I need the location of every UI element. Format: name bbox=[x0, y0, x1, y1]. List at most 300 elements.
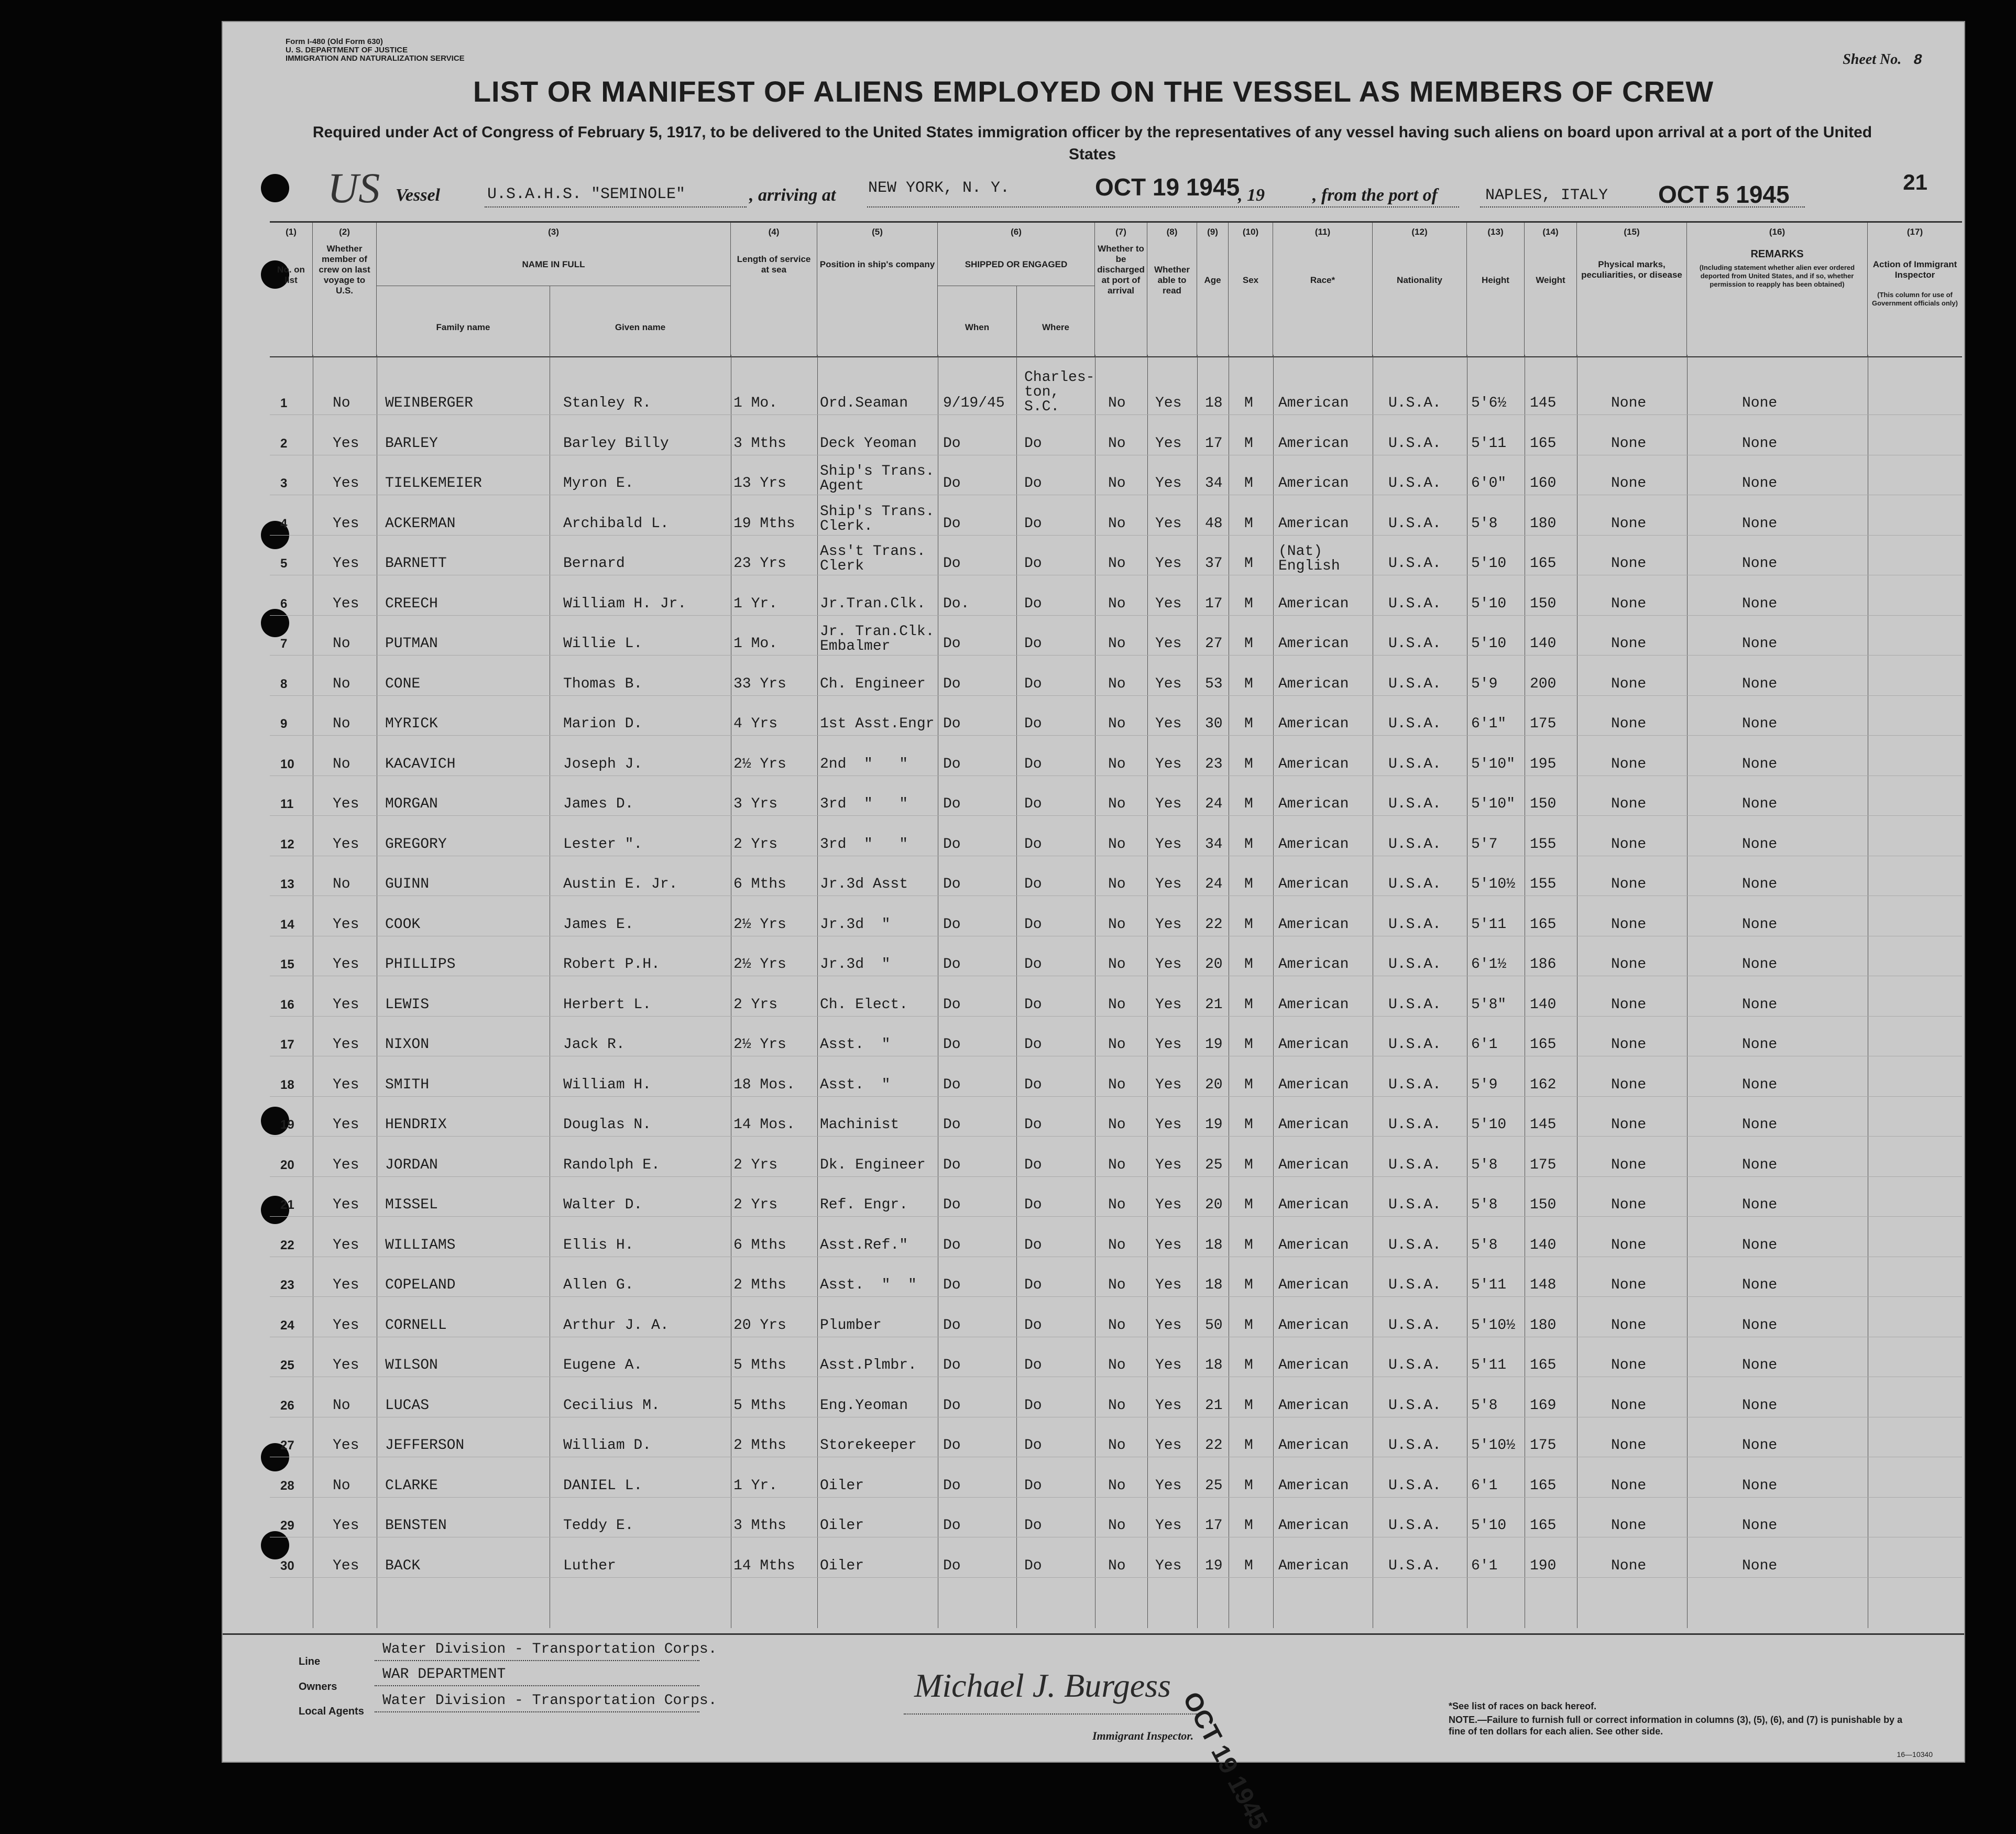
cell-nationality: U.S.A. bbox=[1388, 916, 1441, 933]
cell-race: American bbox=[1278, 836, 1349, 853]
cell-race: American bbox=[1278, 595, 1349, 612]
owners-label: Owners bbox=[299, 1681, 337, 1693]
cell-service-length: 6 Mths bbox=[733, 1237, 786, 1253]
cell-service-length: 1 Yr. bbox=[733, 1477, 778, 1494]
table-row bbox=[270, 1353, 1962, 1395]
col-head-service: (4) Length of service at sea bbox=[731, 223, 817, 356]
cell-given-name: William D. bbox=[563, 1437, 652, 1454]
cell-discharged: No bbox=[1108, 475, 1126, 492]
cell-family-name: HENDRIX bbox=[385, 1117, 447, 1133]
cell-discharged: No bbox=[1108, 515, 1126, 532]
cell-shipped-where: Do bbox=[1024, 1277, 1042, 1293]
cell-nationality: U.S.A. bbox=[1388, 515, 1441, 532]
cell-sex: M bbox=[1244, 475, 1253, 492]
cell-family-name: NIXON bbox=[385, 1036, 430, 1053]
col-head-age: (9) Age bbox=[1197, 223, 1229, 356]
cell-row-number: 12 bbox=[280, 837, 294, 852]
cell-shipped-where: Do bbox=[1024, 1237, 1042, 1253]
cell-service-length: 2 Mths bbox=[733, 1277, 786, 1293]
cell-given-name: Eugene A. bbox=[563, 1357, 643, 1373]
cell-shipped-when: Do bbox=[943, 515, 961, 532]
cell-shipped-when: Do bbox=[943, 1237, 961, 1253]
cell-sex: M bbox=[1244, 956, 1253, 973]
cell-row-number: 11 bbox=[280, 797, 294, 811]
cell-race: American bbox=[1278, 1317, 1349, 1334]
cell-row-number: 15 bbox=[280, 957, 294, 971]
cell-last-voyage: Yes bbox=[333, 595, 359, 612]
cell-race: American bbox=[1278, 1277, 1349, 1293]
cell-able-to-read: Yes bbox=[1155, 916, 1182, 933]
cell-race: American bbox=[1278, 515, 1349, 532]
cell-race: American bbox=[1278, 1117, 1349, 1133]
cell-family-name: BACK bbox=[385, 1557, 421, 1574]
cell-sex: M bbox=[1244, 1518, 1253, 1534]
cell-shipped-where: Charles- ton, S.C. bbox=[1024, 369, 1095, 415]
cell-race: American bbox=[1278, 756, 1349, 772]
cell-last-voyage: Yes bbox=[333, 1317, 359, 1334]
cell-row-number: 6 bbox=[280, 596, 288, 611]
cell-height: 5'11 bbox=[1471, 1357, 1507, 1373]
cell-service-length: 6 Mths bbox=[733, 876, 786, 892]
cell-physical-marks: None bbox=[1611, 796, 1647, 812]
cell-sex: M bbox=[1244, 595, 1253, 612]
manifest-footer bbox=[223, 1633, 1964, 1834]
cell-given-name: Myron E. bbox=[563, 475, 634, 492]
cell-shipped-when: Do bbox=[943, 1518, 961, 1534]
cell-position: Oiler bbox=[820, 1557, 864, 1574]
cell-remarks: None bbox=[1742, 675, 1778, 692]
cell-physical-marks: None bbox=[1611, 595, 1647, 612]
cell-sex: M bbox=[1244, 555, 1253, 572]
cell-sex: M bbox=[1244, 1357, 1253, 1373]
cell-row-number: 8 bbox=[280, 676, 288, 691]
cell-physical-marks: None bbox=[1611, 916, 1647, 933]
cell-given-name: Austin E. Jr. bbox=[563, 876, 678, 892]
cell-discharged: No bbox=[1108, 1397, 1126, 1414]
cell-family-name: WILSON bbox=[385, 1357, 438, 1373]
cell-weight: 165 bbox=[1530, 1036, 1557, 1053]
cell-family-name: MORGAN bbox=[385, 796, 438, 812]
cell-given-name: Cecilius M. bbox=[563, 1397, 660, 1414]
cell-height: 5'8 bbox=[1471, 1397, 1498, 1414]
cell-shipped-where: Do bbox=[1024, 1518, 1042, 1534]
table-row bbox=[270, 1314, 1962, 1356]
cell-shipped-where: Do bbox=[1024, 1197, 1042, 1213]
cell-given-name: Lester ". bbox=[563, 836, 643, 853]
cell-position: Jr.3d Asst bbox=[820, 876, 908, 892]
cell-family-name: BARLEY bbox=[385, 435, 438, 452]
cell-race: American bbox=[1278, 1397, 1349, 1414]
cell-last-voyage: Yes bbox=[333, 555, 359, 572]
cell-able-to-read: Yes bbox=[1155, 1237, 1182, 1253]
cell-height: 5'10½ bbox=[1471, 1437, 1516, 1454]
cell-position: Storekeeper bbox=[820, 1437, 917, 1454]
cell-row-number: 27 bbox=[280, 1438, 294, 1453]
cell-race: American bbox=[1278, 1557, 1349, 1574]
cell-given-name: Barley Billy bbox=[563, 435, 669, 452]
cell-physical-marks: None bbox=[1611, 1557, 1647, 1574]
col-head-name: (3) NAME IN FULL Family name Given name bbox=[377, 223, 731, 356]
row-rule bbox=[270, 1497, 1962, 1498]
cell-remarks: None bbox=[1742, 1518, 1778, 1534]
row-rule bbox=[270, 1136, 1962, 1137]
cell-shipped-where: Do bbox=[1024, 555, 1042, 572]
cell-shipped-when: Do bbox=[943, 756, 961, 772]
cell-weight: 145 bbox=[1530, 1117, 1557, 1133]
cell-row-number: 17 bbox=[280, 1038, 294, 1052]
cell-discharged: No bbox=[1108, 876, 1126, 892]
cell-given-name: Randolph E. bbox=[563, 1156, 660, 1173]
cell-service-length: 2 Yrs bbox=[733, 996, 778, 1013]
cell-height: 5'6½ bbox=[1471, 395, 1507, 411]
cell-row-number: 25 bbox=[280, 1358, 294, 1372]
cell-shipped-where: Do bbox=[1024, 675, 1042, 692]
crew-table bbox=[270, 355, 1962, 1628]
cell-weight: 148 bbox=[1530, 1277, 1557, 1293]
cell-physical-marks: None bbox=[1611, 1397, 1647, 1414]
cell-remarks: None bbox=[1742, 796, 1778, 812]
cell-discharged: No bbox=[1108, 435, 1126, 452]
col-head-remarks: (16) REMARKS (Including statement whether alien ever ordered deported from United States, and if so, whether permission to reapply has been obtained) bbox=[1687, 223, 1868, 356]
cell-nationality: U.S.A. bbox=[1388, 1277, 1441, 1293]
col-head-discharged: (7) Whether to be discharged at port of arrival bbox=[1095, 223, 1147, 356]
cell-height: 6'1 bbox=[1471, 1036, 1498, 1053]
cell-able-to-read: Yes bbox=[1155, 1477, 1182, 1494]
col-head-race: (11) Race* bbox=[1273, 223, 1373, 356]
cell-physical-marks: None bbox=[1611, 1437, 1647, 1454]
cell-last-voyage: Yes bbox=[333, 916, 359, 933]
cell-position: Oiler bbox=[820, 1477, 864, 1494]
cell-service-length: 14 Mths bbox=[733, 1557, 795, 1574]
cell-age: 19 bbox=[1205, 1117, 1223, 1133]
cell-sex: M bbox=[1244, 716, 1253, 732]
cell-shipped-where: Do bbox=[1024, 996, 1042, 1013]
cell-given-name: Ellis H. bbox=[563, 1237, 634, 1253]
cell-last-voyage: Yes bbox=[333, 1076, 359, 1093]
cell-given-name: Luther bbox=[563, 1557, 616, 1574]
cell-sex: M bbox=[1244, 836, 1253, 853]
page-number: 21 bbox=[1903, 170, 1927, 194]
table-row bbox=[270, 872, 1962, 914]
cell-weight: 140 bbox=[1530, 636, 1557, 652]
cell-last-voyage: Yes bbox=[333, 1518, 359, 1534]
cell-nationality: U.S.A. bbox=[1388, 836, 1441, 853]
cell-physical-marks: None bbox=[1611, 1357, 1647, 1373]
cell-sex: M bbox=[1244, 435, 1253, 452]
cell-family-name: CORNELL bbox=[385, 1317, 447, 1334]
handwritten-mark: US bbox=[327, 164, 380, 212]
cell-last-voyage: No bbox=[333, 1477, 350, 1494]
cell-family-name: LEWIS bbox=[385, 996, 430, 1013]
cell-height: 5'10½ bbox=[1471, 876, 1516, 892]
cell-position: Asst.Ref." bbox=[820, 1237, 908, 1253]
cell-height: 6'1½ bbox=[1471, 956, 1507, 973]
cell-nationality: U.S.A. bbox=[1388, 956, 1441, 973]
cell-sex: M bbox=[1244, 1557, 1253, 1574]
row-rule bbox=[270, 695, 1962, 696]
cell-shipped-where: Do bbox=[1024, 1437, 1042, 1454]
cell-discharged: No bbox=[1108, 1076, 1126, 1093]
cell-race: American bbox=[1278, 956, 1349, 973]
cell-physical-marks: None bbox=[1611, 1237, 1647, 1253]
cell-given-name: William H. Jr. bbox=[563, 595, 687, 612]
cell-shipped-when: Do bbox=[943, 1277, 961, 1293]
cell-last-voyage: Yes bbox=[333, 1277, 359, 1293]
cell-last-voyage: Yes bbox=[333, 435, 359, 452]
footer-notes bbox=[1449, 1700, 1920, 1737]
cell-physical-marks: None bbox=[1611, 1197, 1647, 1213]
row-rule bbox=[270, 1176, 1962, 1177]
cell-position: Ch. Engineer bbox=[820, 675, 926, 692]
cell-last-voyage: No bbox=[333, 675, 350, 692]
cell-age: 17 bbox=[1205, 435, 1223, 452]
cell-nationality: U.S.A. bbox=[1388, 1437, 1441, 1454]
inspector-label: Immigrant Inspector. bbox=[1092, 1729, 1194, 1742]
cell-row-number: 3 bbox=[280, 476, 288, 490]
cell-physical-marks: None bbox=[1611, 435, 1647, 452]
cell-nationality: U.S.A. bbox=[1388, 876, 1441, 892]
cell-physical-marks: None bbox=[1611, 756, 1647, 772]
cell-height: 5'8 bbox=[1471, 1237, 1498, 1253]
cell-shipped-when: 9/19/45 bbox=[943, 395, 1005, 411]
cell-last-voyage: No bbox=[333, 876, 350, 892]
cell-service-length: 2½ Yrs bbox=[733, 916, 786, 933]
cell-shipped-when: Do bbox=[943, 1557, 961, 1574]
cell-shipped-where: Do bbox=[1024, 796, 1042, 812]
cell-nationality: U.S.A. bbox=[1388, 1357, 1441, 1373]
cell-given-name: Douglas N. bbox=[563, 1117, 652, 1133]
cell-physical-marks: None bbox=[1611, 1156, 1647, 1173]
cell-position: Ref. Engr. bbox=[820, 1197, 908, 1213]
cell-shipped-when: Do bbox=[943, 475, 961, 492]
table-row bbox=[270, 624, 1962, 674]
cell-race: American bbox=[1278, 435, 1349, 452]
cell-given-name: Walter D. bbox=[563, 1197, 643, 1213]
cell-nationality: U.S.A. bbox=[1388, 716, 1441, 732]
cell-age: 53 bbox=[1205, 675, 1223, 692]
cell-weight: 195 bbox=[1530, 756, 1557, 772]
cell-given-name: Allen G. bbox=[563, 1277, 634, 1293]
cell-remarks: None bbox=[1742, 1117, 1778, 1133]
cell-physical-marks: None bbox=[1611, 836, 1647, 853]
cell-family-name: GUINN bbox=[385, 876, 430, 892]
cell-row-number: 23 bbox=[280, 1278, 294, 1292]
cell-physical-marks: None bbox=[1611, 1117, 1647, 1133]
cell-age: 22 bbox=[1205, 1437, 1223, 1454]
cell-able-to-read: Yes bbox=[1155, 1117, 1182, 1133]
cell-row-number: 4 bbox=[280, 516, 288, 531]
row-rule bbox=[270, 1016, 1962, 1017]
cell-shipped-when: Do bbox=[943, 916, 961, 933]
cell-service-length: 5 Mths bbox=[733, 1357, 786, 1373]
cell-nationality: U.S.A. bbox=[1388, 1477, 1441, 1494]
cell-weight: 150 bbox=[1530, 1197, 1557, 1213]
cell-nationality: U.S.A. bbox=[1388, 435, 1441, 452]
cell-family-name: LUCAS bbox=[385, 1397, 430, 1414]
cell-position: Oiler bbox=[820, 1518, 864, 1534]
cell-last-voyage: Yes bbox=[333, 836, 359, 853]
table-row bbox=[270, 1153, 1962, 1195]
cell-discharged: No bbox=[1108, 675, 1126, 692]
row-rule bbox=[270, 1096, 1962, 1097]
cell-family-name: WILLIAMS bbox=[385, 1237, 456, 1253]
cell-sex: M bbox=[1244, 796, 1253, 812]
cell-age: 25 bbox=[1205, 1477, 1223, 1494]
cell-remarks: None bbox=[1742, 1197, 1778, 1213]
cell-family-name: TIELKEMEIER bbox=[385, 475, 482, 492]
col-head-nationality: (12) Nationality bbox=[1373, 223, 1467, 356]
cell-given-name: Marion D. bbox=[563, 716, 643, 732]
table-row bbox=[270, 1073, 1962, 1115]
cell-weight: 175 bbox=[1530, 716, 1557, 732]
cell-race: American bbox=[1278, 916, 1349, 933]
cell-row-number: 28 bbox=[280, 1478, 294, 1493]
cell-able-to-read: Yes bbox=[1155, 395, 1182, 411]
cell-row-number: 20 bbox=[280, 1158, 294, 1172]
cell-given-name: Herbert L. bbox=[563, 996, 652, 1013]
cell-shipped-where: Do bbox=[1024, 475, 1042, 492]
table-row bbox=[270, 1273, 1962, 1315]
cell-family-name: PHILLIPS bbox=[385, 956, 456, 973]
cell-weight: 165 bbox=[1530, 435, 1557, 452]
cell-age: 37 bbox=[1205, 555, 1223, 572]
cell-able-to-read: Yes bbox=[1155, 996, 1182, 1013]
cell-shipped-when: Do bbox=[943, 956, 961, 973]
cell-shipped-where: Do bbox=[1024, 1117, 1042, 1133]
cell-sex: M bbox=[1244, 996, 1253, 1013]
cell-row-number: 13 bbox=[280, 877, 294, 891]
cell-last-voyage: No bbox=[333, 756, 350, 772]
cell-nationality: U.S.A. bbox=[1388, 595, 1441, 612]
vessel-label: Vessel bbox=[396, 185, 440, 205]
cell-able-to-read: Yes bbox=[1155, 876, 1182, 892]
cell-shipped-when: Do bbox=[943, 876, 961, 892]
cell-age: 24 bbox=[1205, 876, 1223, 892]
table-row bbox=[270, 752, 1962, 794]
cell-weight: 165 bbox=[1530, 1357, 1557, 1373]
cell-nationality: U.S.A. bbox=[1388, 636, 1441, 652]
cell-row-number: 30 bbox=[280, 1558, 294, 1573]
col-head-last-voyage: (2) Whether member of crew on last voyage to U.S. bbox=[313, 223, 377, 356]
cell-service-length: 5 Mths bbox=[733, 1397, 786, 1414]
cell-family-name: ACKERMAN bbox=[385, 515, 456, 532]
cell-sex: M bbox=[1244, 1197, 1253, 1213]
given-name-head: Given name bbox=[615, 322, 666, 332]
cell-discharged: No bbox=[1108, 1117, 1126, 1133]
cell-sex: M bbox=[1244, 756, 1253, 772]
cell-nationality: U.S.A. bbox=[1388, 1557, 1441, 1574]
line-label: Line bbox=[299, 1656, 321, 1667]
cell-remarks: None bbox=[1742, 435, 1778, 452]
cell-weight: 190 bbox=[1530, 1557, 1557, 1574]
cell-given-name: Teddy E. bbox=[563, 1518, 634, 1534]
row-rule bbox=[270, 615, 1962, 616]
cell-shipped-where: Do bbox=[1024, 1156, 1042, 1173]
cell-height: 5'11 bbox=[1471, 916, 1507, 933]
cell-age: 20 bbox=[1205, 1076, 1223, 1093]
cell-row-number: 21 bbox=[280, 1198, 294, 1212]
cell-able-to-read: Yes bbox=[1155, 1197, 1182, 1213]
cell-age: 30 bbox=[1205, 716, 1223, 732]
cell-age: 34 bbox=[1205, 475, 1223, 492]
cell-nationality: U.S.A. bbox=[1388, 996, 1441, 1013]
cell-age: 50 bbox=[1205, 1317, 1223, 1334]
cell-row-number: 5 bbox=[280, 556, 288, 571]
year-label: , 19 bbox=[1238, 185, 1265, 205]
cell-weight: 150 bbox=[1530, 796, 1557, 812]
cell-last-voyage: Yes bbox=[333, 996, 359, 1013]
cell-discharged: No bbox=[1108, 1237, 1126, 1253]
cell-remarks: None bbox=[1742, 1357, 1778, 1373]
cell-sex: M bbox=[1244, 636, 1253, 652]
cell-shipped-when: Do bbox=[943, 435, 961, 452]
cell-last-voyage: No bbox=[333, 1397, 350, 1414]
cell-last-voyage: Yes bbox=[333, 796, 359, 812]
cell-position: Asst. " bbox=[820, 1036, 891, 1053]
cell-weight: 155 bbox=[1530, 876, 1557, 892]
cell-shipped-when: Do bbox=[943, 716, 961, 732]
cell-shipped-where: Do bbox=[1024, 1477, 1042, 1494]
col-head-marks: (15) Physical marks, peculiarities, or disease bbox=[1577, 223, 1687, 356]
cell-weight: 145 bbox=[1530, 395, 1557, 411]
table-row bbox=[270, 463, 1962, 514]
cell-row-number: 18 bbox=[280, 1077, 294, 1092]
cell-weight: 186 bbox=[1530, 956, 1557, 973]
cell-discharged: No bbox=[1108, 636, 1126, 652]
cell-weight: 165 bbox=[1530, 555, 1557, 572]
cell-race: American bbox=[1278, 675, 1349, 692]
cell-shipped-where: Do bbox=[1024, 836, 1042, 853]
cell-last-voyage: Yes bbox=[333, 475, 359, 492]
cell-nationality: U.S.A. bbox=[1388, 475, 1441, 492]
cell-last-voyage: Yes bbox=[333, 1117, 359, 1133]
cell-sex: M bbox=[1244, 1277, 1253, 1293]
cell-able-to-read: Yes bbox=[1155, 595, 1182, 612]
cell-age: 34 bbox=[1205, 836, 1223, 853]
cell-remarks: None bbox=[1742, 836, 1778, 853]
cell-sex: M bbox=[1244, 395, 1253, 411]
cell-weight: 200 bbox=[1530, 675, 1557, 692]
cell-weight: 155 bbox=[1530, 836, 1557, 853]
cell-remarks: None bbox=[1742, 756, 1778, 772]
cell-nationality: U.S.A. bbox=[1388, 1518, 1441, 1534]
col-head-action: (17) Action of Immigrant Inspector (This column for use of Government officials only) bbox=[1872, 227, 1958, 307]
cell-weight: 180 bbox=[1530, 515, 1557, 532]
cell-remarks: None bbox=[1742, 716, 1778, 732]
cell-service-length: 13 Yrs bbox=[733, 475, 786, 492]
cell-nationality: U.S.A. bbox=[1388, 1397, 1441, 1414]
cell-sex: M bbox=[1244, 916, 1253, 933]
cell-remarks: None bbox=[1742, 996, 1778, 1013]
col-head-sex: (10) Sex bbox=[1229, 223, 1273, 356]
cell-age: 21 bbox=[1205, 1397, 1223, 1414]
cell-shipped-where: Do bbox=[1024, 956, 1042, 973]
cell-last-voyage: No bbox=[333, 716, 350, 732]
cell-shipped-when: Do bbox=[943, 1317, 961, 1334]
cell-service-length: 2½ Yrs bbox=[733, 1036, 786, 1053]
cell-given-name: Thomas B. bbox=[563, 675, 643, 692]
cell-race: American bbox=[1278, 1036, 1349, 1053]
cell-nationality: U.S.A. bbox=[1388, 756, 1441, 772]
cell-discharged: No bbox=[1108, 1317, 1126, 1334]
cell-position: 1st Asst.Engr bbox=[820, 716, 935, 732]
cell-able-to-read: Yes bbox=[1155, 956, 1182, 973]
cell-discharged: No bbox=[1108, 1357, 1126, 1373]
cell-family-name: JEFFERSON bbox=[385, 1437, 465, 1454]
cell-weight: 165 bbox=[1530, 1477, 1557, 1494]
cell-race: American bbox=[1278, 1197, 1349, 1213]
cell-physical-marks: None bbox=[1611, 515, 1647, 532]
